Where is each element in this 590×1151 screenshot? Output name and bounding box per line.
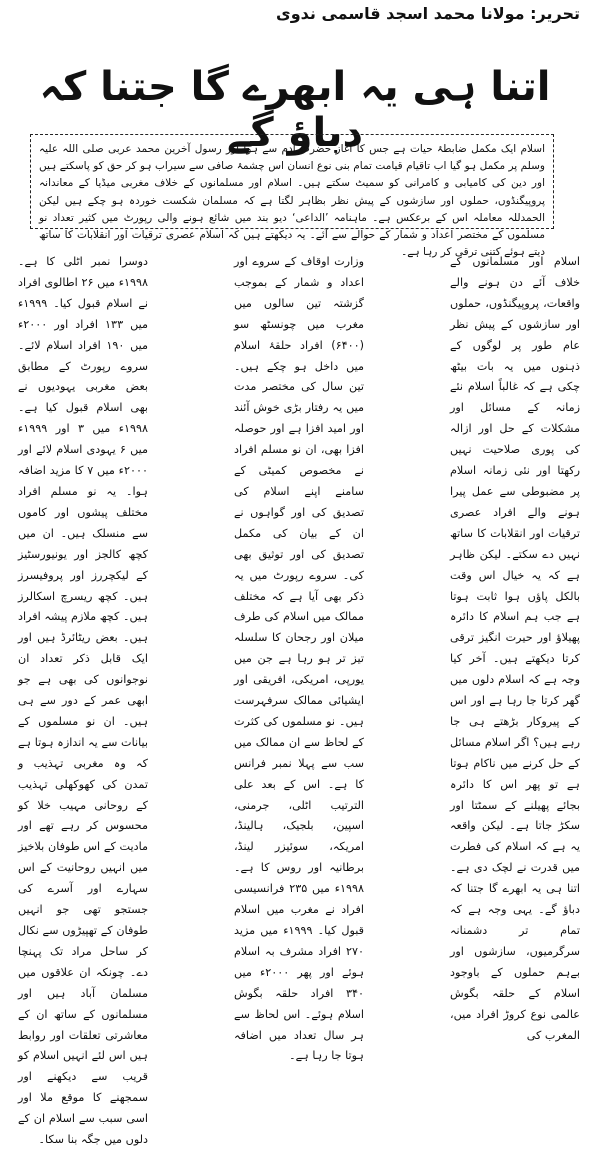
- intro-box: [30, 134, 554, 259]
- column-3: [18, 252, 148, 1147]
- intro-text: اسلام ایک مکمل ضابطۂ حیات ہے جس کا آغاز حضرت آدم سے ہوا اور رسول آخرین محمد عربی صلی اللہ علیہ وسلم پر مکمل ہو گیا اب تاقیام قیامت تمام بنی نوع انسان اس چشمۂ صافی سے سیراب ہو کر حق کو پاسکتے ہیں اور دین کی کامیابی و کامرانی کو سمیٹ سکتے ہیں۔ اسلام اور مسلمانوں کے خلاف مغربی میڈیا کے معاندانہ پروپیگنڈوں، حملوں اور سازشوں کے پیش نظر بظاہر لگتا ہے کہ مسلمان شکست خوردہ ہو چکے ہیں لیکن الحمدللہ معاملہ اس کے برعکس ہے۔ ماہنامہ ’الداعی‘ دیو بند میں شائع ہونے والی رپورٹ میں کثیر تعداد نو مسلموں کے مختصر اعداد و شمار کے حوالے سے آئے۔ یہ دیکھتے ہیں کہ اسلام عصری ترقیات اور انقلابات کا ساتھ دیتے ہوئے کتنی ترقی کر رہا ہے۔: [39, 143, 545, 259]
- column-2-text: وزارت اوقاف کے سروے اور اعداد و شمار کے بموجب گزشتہ تین سالوں میں مغرب میں چونسٹھ سو (۶۴۰۰) افراد حلقۂ اسلام میں داخل ہو چکے ہیں۔ تین سال کی مختصر مدت میں یہ رفتار بڑی خوش آئند اور امید افزا ہے اور حوصلہ افزا بھی، ان نو مسلم افراد نے مخصوص کمیٹی کے سامنے اپنے اسلام کی تصدیق کی اور گواہوں نے ان کے بیان کی مکمل تصدیق کی اور توثیق بھی کی۔ سروے رپورٹ میں یہ ذکر بھی آیا ہے کہ مختلف ممالک میں اسلام کی طرف میلان اور رجحان کا سلسلہ تیز تر ہو رہا ہے جن میں یورپی، امریکی، افریقی اور ایشیائی ممالک سرفہرست ہیں۔ نو مسلموں کی کثرت کے لحاظ سے ان ممالک میں سب سے پہلا نمبر فرانس کا ہے۔ اس کے بعد علی الترتیب اٹلی، جرمنی، اسپین، بلجیک، ہالینڈ، امریکہ، سوئیزر لینڈ، برطانیہ اور روس کا ہے۔ ۱۹۹۸ء میں ۲۳۵ فرانسیسی افراد نے مغرب میں اسلام قبول کیا۔ ۱۹۹۹ء میں مزید ۲۷۰ افراد مشرف بہ اسلام ہوئے اور پھر ۲۰۰۰ء میں ۳۴۰ افراد حلقہ بگوش اسلام ہوئے۔ اس لحاظ سے ہر سال تعداد میں اضافہ ہوتا جا رہا ہے۔: [234, 255, 365, 1063]
- article-columns: [18, 252, 580, 1147]
- column-3-text: دوسرا نمبر اٹلی کا ہے۔ ۱۹۹۸ء میں ۲۶ اطالوی افراد نے اسلام قبول کیا۔ ۱۹۹۹ء میں ۱۳۳ افراد اور ۲۰۰۰ء میں ۱۹۰ افراد اسلام لائے۔ سروے رپورٹ کے مطابق بعض مغربی یہودیوں نے بھی اسلام قبول کیا ہے۔ ۱۹۹۸ء میں ۳ اور ۱۹۹۹ء میں ۶ یہودی اسلام لائے اور ۲۰۰۰ء میں ۷ کا مزید اضافہ ہوا۔ یہ نو مسلم افراد مختلف پیشوں اور کاموں سے منسلک ہیں۔ ان میں کچھ کالجز اور یونیورسٹیز کے لیکچررز اور پروفیسرز ہیں۔ کچھ ریسرچ اسکالرز ہیں۔ کچھ ملازم پیشہ افراد ہیں۔ بعض ریٹائرڈ ہیں اور ایک قابل ذکر تعداد ان نوجوانوں کی بھی ہے جو ابھی عمر کے دور سے ہی ہیں۔ ان نو مسلموں کے بیانات سے یہ اندازہ ہوتا ہے کہ وہ مغربی تہذیب و تمدن کی کھوکھلی تہذیب کے روحانی مہیب خلا کو محسوس کر رہے تھے اور مادیت کے اس طوفان بلاخیز میں انہیں روحانیت کے اس سہارے اور آسرے کی جستجو تھی جو انہیں طوفان کے تھپیڑوں سے نکال کر ساحل مراد تک پہنچا دے۔ چونکہ ان علاقوں میں مسلمان آباد ہیں اور مسلمانوں کے ساتھ ان کے معاشرتی تعلقات اور روابط ہیں اس لئے انہیں اسلام کو قریب سے دیکھنے اور سمجھنے کا موقع ملا اور اسی سبب سے اسلام ان کے دلوں میں جگہ بنا سکا۔: [18, 255, 148, 1147]
- article-title: اتنا ہی یہ ابھرے گا جتنا کہ دباؤ گے: [39, 64, 551, 156]
- column-1: [450, 252, 580, 1042]
- byline: تحریر: مولانا محمد اسجد قاسمی ندوی: [276, 4, 580, 23]
- column-2: [234, 252, 365, 1063]
- column-1-text: اسلام اور مسلمانوں کے خلاف آئے دن ہونے والے واقعات، پروپیگنڈوں، حملوں اور سازشوں کے پیش نظر عام طور پر لوگوں کے ذہنوں میں یہ بات بیٹھ چکی ہے کہ غالباً اسلام نئے زمانہ کے مسائل اور مشکلات کے حل اور ازالہ کی پوری صلاحیت نہیں رکھتا اور نئی زمانہ اسلام پر مضبوطی سے عمل پیرا ہونے والے افراد عصری ترقیات اور انقلابات کا ساتھ نہیں دے سکتے۔ لیکن ظاہر ہے کہ یہ خیال اس وقت بالکل پاؤں ہوا ثابت ہوتا ہے جب ہم اسلام کا دائرہ پھیلاؤ اور حیرت انگیز ترقی کرتا دیکھتے ہیں۔ آخر کیا وجہ ہے کہ اسلام دلوں میں گھر کرتا جا رہا ہے اور اس کے پیروکار بڑھتے ہی جا رہے ہیں؟ اگر اسلام مسائل کے حل کرنے میں ناکام ہوتا ہے تو پھر اس کا دائرہ بجائے پھیلنے کے سمٹتا اور سکڑ جاتا ہے۔ لیکن واقعہ یہ ہے کہ اسلام کی فطرت میں قدرت نے لچک دی ہے۔ اتنا ہی یہ ابھرے گا جتنا کہ دباؤ گے۔ یہی وجہ ہے کہ تمام تر دشمنانہ سرگرمیوں، سازشوں اور بےہم حملوں کے باوجود اسلام کے حلقہ بگوش عالمی نوع کروڑ افراد میں، المغرب کی: [450, 255, 580, 1042]
